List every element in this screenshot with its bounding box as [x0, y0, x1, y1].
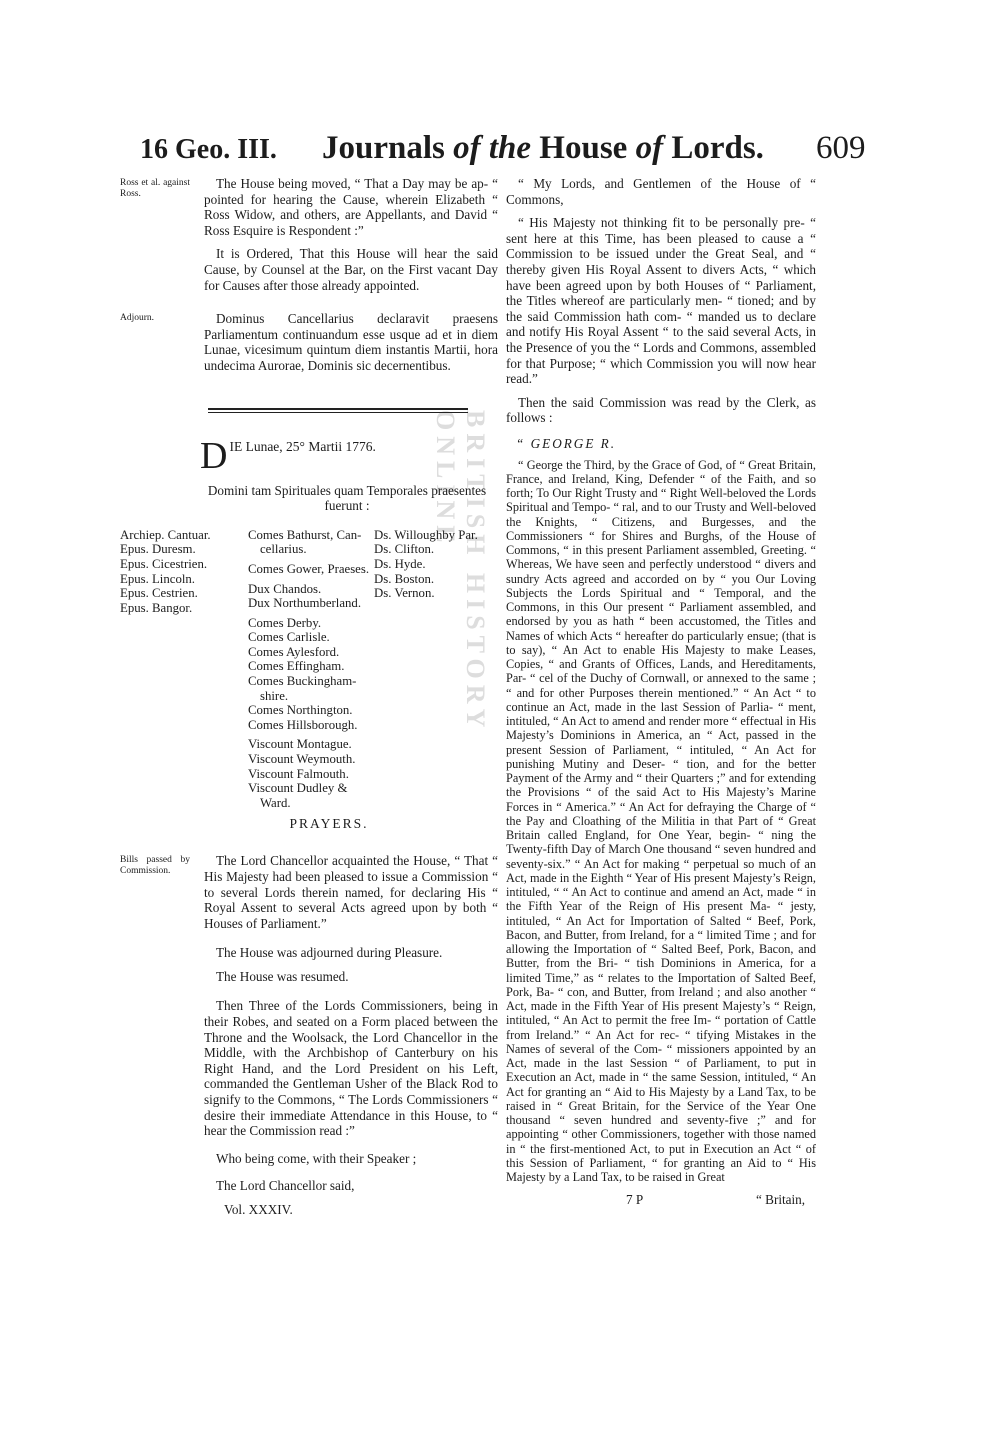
lords-column-temporal	[248, 528, 373, 811]
drop-cap: D	[200, 434, 228, 477]
lord-entry: Ds. Willoughby Par.	[374, 527, 478, 542]
section-rule-thin	[208, 412, 468, 413]
lord-entry: Ds. Vernon.	[374, 586, 435, 601]
lord-entry: Comes Derby.	[248, 615, 322, 630]
lord-entry: Epus. Cestrien.	[120, 586, 198, 601]
george-heading: “ GEORGE R.	[516, 435, 617, 451]
lord-entry: Comes Carlisle.	[248, 630, 330, 645]
lord-entry: Comes Buckingham-	[248, 674, 357, 689]
commissioners-paragraph: Then Three of the Lords Commissioners, being in their Robes, and seated on a Form placed between the Throne and the Woolsack, the Lord Chancellor in the Middle, with the Archbishop of Canterbury on his Right Hand, and the Lord President on his Left, commanded the Gentleman Usher of the Black Rod to signify to the Commons, “ The Lords Commissioners “ desire their immediate Attendance in this House, to “ hear the Commission read :”	[204, 998, 498, 1139]
lord-entry: Dux Northumberland.	[248, 596, 362, 611]
journal-title: Journals of the House of Lords.	[322, 130, 764, 166]
lord-entry: Epus. Duresm.	[120, 542, 196, 557]
watermark-stamp: BRITISH HISTORY ONLINE	[431, 410, 490, 733]
regnal-year: 16 Geo. III.	[140, 134, 277, 165]
lord-entry: Archiep. Cantuar.	[120, 527, 211, 542]
section-rule-thick	[208, 408, 468, 410]
lord-entry: Epus. Cicestrien.	[120, 556, 208, 571]
lords-present-list	[120, 527, 498, 810]
adjournment-paragraph: Dominus Cancellarius declaravit praesens Parliamentum continuandum esse usque ad et in diem Lunae, vicesimum quintum diem instantis Martii, hora undecima Aurorae, Dominis sic decernentibus.	[204, 311, 498, 373]
lord-entry: Ds. Clifton.	[374, 542, 435, 557]
chancellor-said-paragraph: The Lord Chancellor said,	[216, 1178, 355, 1194]
lord-entry: Epus. Bangor.	[120, 600, 193, 615]
lord-entry: Comes Aylesford.	[248, 644, 340, 659]
commission-read-paragraph: Then the said Commission was read by the Clerk, as follows :	[506, 394, 816, 426]
page-number: 609	[816, 130, 866, 166]
lord-entry: Ward.	[260, 795, 291, 810]
lord-entry: Comes Northington.	[248, 703, 353, 718]
order-paragraph: It is Ordered, That this House will hear the said Cause, by Counsel at the Bar, on the First vacant Day for Causes after those already appointed.	[204, 246, 498, 293]
signature-mark: 7 P	[626, 1192, 644, 1208]
speaker-paragraph: Who being come, with their Speaker ;	[216, 1150, 417, 1166]
lord-entry: Comes Bathurst, Can-	[248, 527, 362, 542]
lord-entry: Dux Chandos.	[248, 581, 322, 596]
margin-note-ross: Ross et al. against Ross.	[120, 178, 190, 199]
sitting-date: DIE Lunae, 25° Martii 1776.	[200, 434, 376, 477]
running-header	[0, 128, 992, 178]
lord-entry: Epus. Lincoln.	[120, 571, 195, 586]
lord-entry: Ds. Boston.	[374, 571, 435, 586]
lord-entry: Viscount Dudley &	[248, 781, 348, 796]
lords-column-spiritual	[120, 528, 245, 616]
catchword: “ Britain,	[756, 1192, 806, 1208]
right-column	[506, 176, 816, 1208]
lord-entry: Comes Gower, Praeses.	[248, 561, 370, 576]
lords-column-barons	[374, 528, 498, 601]
commission-text: “ George the Third, by the Grace of God, of “ Great Britain, France, and Ireland, King, Defender “ of the Faith, and so forth; To Our Right Trusty and “ Right Well-beloved the Lords Spiritual and Tempo- “ ral, and to our Trusty and Well-beloved the Knights, “ Citizens, and Burgesses, and the Commissioners “ for Shires and Burghs, of the House of Commons, “ in this present Parliament assembled, Greeting. “ Whereas, We have seen and perfectly understood “ divers and sundry Acts agreed and accorded on by “ you Our Loving Subjects the Lords Spiritual and “ Temporal, and the Commons, in this Our present “ Parliament assembled, and endorsed by you as hath “ been accustomed, the Titles and Names of which Acts “ hereafter do particularly ensue; (that is to say), “ An Act to enable His Majesty to make Leases, Copies, “ and Grants of Offices, Lands, and Hereditaments, Par- “ cel of the Duchy of Cornwall, or annexed to the same ; “ and for other Purposes therein mentioned.” “ An Act “ to continue an Act, made in the last Session of Parlia- “ ment, intituled, “ An Act to amend and render more “ effectual in His Majesty’s Dominions in America, an “ Act, passed in the present Session of Parliament, “ intituled, “ An Act for punishing Mutiny and Deser- “ tion, and for the better Payment of the Army and “ their Quarters ;” and for extending the Provisions “ of the said Act to His Majesty’s Marine Forces in “ America.” “ An Act for defraying the Charge of “ the Pay and Cloathing of the Militia in that Part of “ Great Britain called England, for One Year, begin- “ ning the Twenty-fifth Day of March One thousand “ seven hundred and seventy-six.” “ An Act for making “ perpetual so much of an Act, made in the Eighth “ Year of His present Majesty’s Reign, intituled, “ “ An Act to continue and amend an Act, made “ in the Fifth Year of the Reign of His present Ma- “ jesty, intituled, “ An Act for Importation of Salted “ Beef, Pork, Bacon, and Butter, from Ireland, for a “ limited Time ; and for allowing the Importation of “ Salted Beef, Pork, Bacon, and Butter, from the Bri- “ tish Dominions in America, for a limited Time,” as “ relates to the Importation of Salted Beef, Pork, Ba- “ con, and Butter, from Ireland ; and also another “ Act, made in the Fifth Year of His present Majesty’s “ Reign, intituled, “ An Act to permit the free Im- “ portation of Cattle from Ireland.” “ An Act for rec- “ tifying Mistakes in the Names of several of the Com- “ missioners appointed by an Act, made in the last Session “ of Parliament, to put in Execution an Act, made in “ the same Session, intituled, “ An Act for granting an “ Aid to His Majesty by a Land Tax, to be raised in “ Great Britain, for the Service of the Year One thousand “ seven hundred and seventy-five ;” and for appointing “ other Commissioners, together with those named in “ the first-mentioned Act, to put in Execution an Act “ of this Session of Parliament, “ for granting an Aid to “ His Majesty by a Land Tax, to be raised in Great	[506, 457, 816, 1184]
lord-entry: Comes Hillsborough.	[248, 717, 358, 732]
lord-entry: cellarius.	[260, 542, 307, 557]
lord-entry: Ds. Hyde.	[374, 556, 426, 571]
lord-entry: shire.	[260, 688, 289, 703]
left-column	[120, 176, 498, 1218]
address-paragraph: “ My Lords, and Gentlemen of the House of “ Commons,	[506, 176, 816, 207]
chancellor-paragraph: The Lord Chancellor acquainted the House, “ That “ His Majesty had been pleased to issue a Commission “ to several Lords therein named, for declaring His “ Royal Assent to several Acts agreed upon by both “ Houses of Parliament.”	[204, 853, 498, 931]
lord-entry: Viscount Falmouth.	[248, 766, 349, 781]
prayers-heading: PRAYERS.	[289, 815, 369, 831]
volume-label: Vol. XXXIV.	[224, 1202, 293, 1217]
margin-note-adjourn: Adjourn.	[120, 313, 155, 324]
majesty-paragraph: “ His Majesty not thinking fit to be personally pre- “ sent here at this Time, has been pleased to cause a “ Commission to be issued under the Great Seal, and “ thereby given His Royal Assent to divers Acts, “ which have been agreed upon by both Houses of “ Parliament, the Titles whereof are particularly men- “ tioned; and by the said Commission hath com- “ manded us to declare and notify His Royal Assent “ to the said several Acts, in the Presence of you the “ Lords and Commons, assembled for that Purpose; “ which Commission you will now hear read.”	[506, 215, 816, 387]
margin-note-bills: Bills passed by Commission.	[120, 855, 190, 877]
lord-entry: Viscount Weymouth.	[248, 752, 356, 767]
motion-paragraph: The House being moved, “ That a Day may be ap- “ pointed for hearing the Cause, wherein Elizabeth “ Ross Widow, and others, are Appellants, and David “ Ross Esquire is Respondent :”	[204, 176, 498, 238]
lord-entry: Viscount Montague.	[248, 737, 352, 752]
lords-present-heading: Domini tam Spirituales quam Temporales praesentes fuerunt :	[207, 482, 487, 514]
lord-entry: Comes Effingham.	[248, 659, 345, 674]
adjourned-paragraph: The House was adjourned during Pleasure.	[216, 945, 443, 961]
resumed-paragraph: The House was resumed.	[216, 968, 349, 984]
